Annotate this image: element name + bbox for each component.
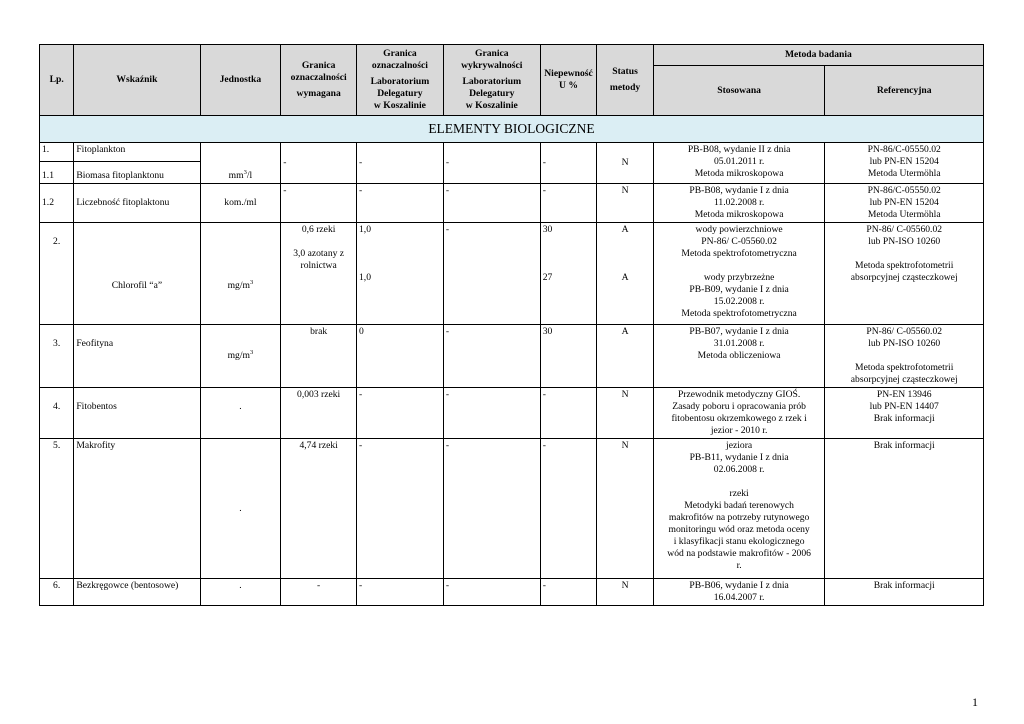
cell-lp: 1. bbox=[40, 143, 74, 162]
header-jednostka: Jednostka bbox=[200, 45, 281, 116]
cell-stosowana: jeziora PB-B11, wydanie I z dnia 02.06.2008 r. rzeki Metodyki badań terenowych makrofitów na potrzeby rutynowego monitoringu wód oraz metoda oceny i klasyfikacji stanu ekologicznego wód na podstawie makrofitów - 2006 r. bbox=[653, 439, 825, 579]
header-granica-wymagana: Granica oznaczalności wymagana bbox=[281, 45, 357, 116]
cell-referencyjna: Brak informacji bbox=[825, 439, 984, 579]
cell-stosowana: PB-B07, wydanie I z dnia 31.01.2008 r. Metoda obliczeniowa bbox=[653, 325, 825, 388]
cell-referencyjna: Brak informacji bbox=[825, 579, 984, 606]
cell-referencyjna: PN-86/C-05550.02 lub PN-EN 15204 Metoda Utermöhla bbox=[825, 184, 984, 223]
header-stosowana: Stosowana bbox=[653, 66, 825, 116]
page-number: 1 bbox=[972, 695, 978, 709]
cell-lp: 4. bbox=[40, 388, 74, 439]
cell-jednostka: $mg/m^3$ bbox=[200, 223, 281, 325]
cell-status: A A bbox=[597, 223, 654, 325]
cell-jednostka: . bbox=[200, 439, 281, 579]
table-row bbox=[40, 223, 984, 325]
cell-niepewnosc: - bbox=[540, 143, 597, 184]
cell-lp: 3. bbox=[40, 325, 74, 388]
table-row bbox=[40, 184, 984, 223]
cell-lp: 6. bbox=[40, 579, 74, 606]
cell-granica-wykr: - bbox=[443, 325, 540, 388]
cell-granica-lab: - bbox=[357, 388, 444, 439]
cell-granica-wykr: - bbox=[443, 143, 540, 184]
cell-granica-wymagana: - bbox=[281, 579, 357, 606]
section-title: ELEMENTY BIOLOGICZNE bbox=[40, 116, 984, 143]
methods-table bbox=[39, 44, 984, 606]
cell-lp: 1.1 bbox=[40, 162, 74, 184]
cell-status: N bbox=[597, 143, 654, 184]
cell-jednostka: . bbox=[200, 579, 281, 606]
table-row bbox=[40, 439, 984, 579]
cell-niepewnosc: - bbox=[540, 388, 597, 439]
header-wskaznik: Wskaźnik bbox=[74, 45, 200, 116]
cell-granica-wykr: - bbox=[443, 184, 540, 223]
cell-granica-lab: - bbox=[357, 184, 444, 223]
cell-granica-wykr: - bbox=[443, 579, 540, 606]
cell-lp: 2. bbox=[40, 223, 74, 325]
cell-niepewnosc: 30 bbox=[540, 325, 597, 388]
cell-niepewnosc: 30 27 bbox=[540, 223, 597, 325]
cell-jednostka: kom./ml bbox=[200, 184, 281, 223]
cell-referencyjna: PN-EN 13946 lub PN-EN 14407 Brak informacji bbox=[825, 388, 984, 439]
cell-lp: 5. bbox=[40, 439, 74, 579]
cell-niepewnosc: - bbox=[540, 579, 597, 606]
header-niepewnosc: Niepewność U % bbox=[540, 45, 597, 116]
header-metoda-badania: Metoda badania bbox=[653, 45, 983, 66]
cell-granica-wymagana: 0,6 rzeki 3,0 azotany z rolnictwa bbox=[281, 223, 357, 325]
cell-stosowana: PB-B08, wydanie I z dnia 11.02.2008 r. Metoda mikroskopowa bbox=[653, 184, 825, 223]
cell-lp: 1.2 bbox=[40, 184, 74, 223]
cell-granica-wymagana: - bbox=[281, 184, 357, 223]
cell-granica-wykr: - bbox=[443, 388, 540, 439]
cell-niepewnosc: - bbox=[540, 439, 597, 579]
cell-granica-lab: 1,0 1,0 bbox=[357, 223, 444, 325]
cell-granica-wykr: - bbox=[443, 223, 540, 325]
cell-wskaznik: Bezkręgowce (bentosowe) bbox=[74, 579, 200, 606]
cell-jednostka: $mg/m^3$ bbox=[200, 325, 281, 388]
header-granica-lab: Granica oznaczalności Laboratorium Delegatury w Koszalinie bbox=[357, 45, 444, 116]
cell-granica-wykr: - bbox=[443, 439, 540, 579]
cell-stosowana: PB-B06, wydanie I z dnia 16.04.2007 r. bbox=[653, 579, 825, 606]
cell-status: N bbox=[597, 388, 654, 439]
cell-wskaznik: Fitobentos bbox=[74, 388, 200, 439]
cell-stosowana: Przewodnik metodyczny GIOŚ. Zasady poboru i opracowania prób fitobentosu okrzemkowego z rzek i jezior - 2010 r. bbox=[653, 388, 825, 439]
table-row bbox=[40, 579, 984, 606]
cell-wskaznik: Makrofity bbox=[74, 439, 200, 579]
cell-granica-lab: - bbox=[357, 143, 444, 184]
cell-status: N bbox=[597, 439, 654, 579]
cell-jednostka: $mm^3/l$ bbox=[200, 143, 281, 184]
cell-status: A bbox=[597, 325, 654, 388]
header-granica-wykr: Granica wykrywalności Laboratorium Delegatury w Koszalinie bbox=[443, 45, 540, 116]
cell-referencyjna: PN-86/ C-05560.02 lub PN-ISO 10260 Metoda spektrofotometrii absorpcyjnej cząsteczkowej bbox=[825, 325, 984, 388]
cell-referencyjna: PN-86/C-05550.02 lub PN-EN 15204 Metoda Utermöhla bbox=[825, 143, 984, 184]
cell-granica-wymagana: 0,003 rzeki bbox=[281, 388, 357, 439]
header-referencyjna: Referencyjna bbox=[825, 66, 984, 116]
cell-stosowana: wody powierzchniowe PN-86/ C-05560.02 Metoda spektrofotometryczna wody przybrzeżne PB-B09, wydanie I z dnia 15.02.2008 r. Metoda spektrofotometryczna bbox=[653, 223, 825, 325]
cell-wskaznik: Chlorofil “a” bbox=[74, 223, 200, 325]
cell-referencyjna: PN-86/ C-05560.02 lub PN-ISO 10260 Metoda spektrofotometrii absorpcyjnej cząsteczkowej bbox=[825, 223, 984, 325]
cell-jednostka: . bbox=[200, 388, 281, 439]
header-lp: Lp. bbox=[40, 45, 74, 116]
cell-granica-lab: - bbox=[357, 579, 444, 606]
cell-status: N bbox=[597, 579, 654, 606]
cell-granica-wymagana: brak bbox=[281, 325, 357, 388]
cell-wskaznik: Liczebność fitoplaktonu bbox=[74, 184, 200, 223]
cell-status: N bbox=[597, 184, 654, 223]
cell-niepewnosc: - bbox=[540, 184, 597, 223]
cell-granica-wymagana: - bbox=[281, 143, 357, 184]
cell-granica-wymagana: 4,74 rzeki bbox=[281, 439, 357, 579]
cell-granica-lab: - bbox=[357, 439, 444, 579]
cell-wskaznik: Fitoplankton bbox=[74, 143, 200, 162]
cell-wskaznik: Biomasa fitoplanktonu bbox=[74, 162, 200, 184]
table-row bbox=[40, 143, 984, 162]
header-status: Status metody bbox=[597, 45, 654, 116]
cell-wskaznik: Feofityna bbox=[74, 325, 200, 388]
cell-granica-lab: 0 bbox=[357, 325, 444, 388]
table-row bbox=[40, 388, 984, 439]
table-row bbox=[40, 325, 984, 388]
cell-stosowana: PB-B08, wydanie II z dnia 05.01.2011 r. Metoda mikroskopowa bbox=[653, 143, 825, 184]
